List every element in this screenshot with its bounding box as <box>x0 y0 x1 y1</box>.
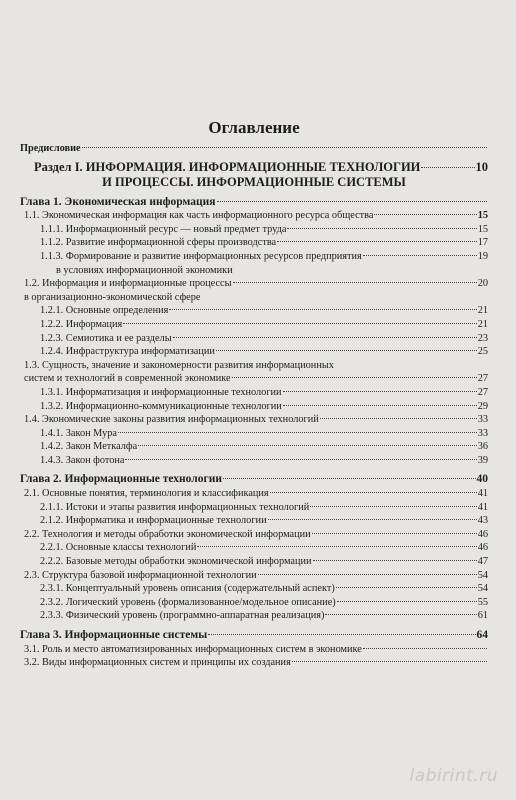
toc-entry: 1.2. Информация и информационные процессы 20 <box>24 278 488 290</box>
toc-entry: 1.2.1. Основные определения 21 <box>40 305 488 317</box>
toc-entry: 1.2.2. Информация 21 <box>40 318 488 330</box>
toc-chapter-3: Глава 3. Информационные системы 64 <box>20 629 488 641</box>
toc-part-1-cont: И ПРОЦЕССЫ. ИНФОРМАЦИОННЫЕ СИСТЕМЫ <box>102 174 406 189</box>
toc-part-1: Раздел I. ИНФОРМАЦИЯ. ИНФОРМАЦИОННЫЕ ТЕХНОЛОГИИ 10 <box>34 159 488 174</box>
toc-entry: 1.1.2. Развитие информационной сферы производства 17 <box>40 237 488 249</box>
toc-entry: 1.1.3. Формирование и развитие информационных ресурсов предприятия 19 <box>40 250 488 262</box>
toc-entry: 1.1.1. Информационный ресурс — новый предмет труда 15 <box>40 223 488 235</box>
toc-entry: 1.3.1. Информатизация и информационные технологии 27 <box>40 386 488 398</box>
toc-chapter-1: Глава 1. Экономическая информация <box>20 196 488 210</box>
toc-entry: 1.1. Экономическая информация как часть информационного ресурса общества 15 <box>24 210 488 222</box>
toc-entry: 1.2.3. Семиотика и ее разделы 23 <box>40 332 488 344</box>
toc-entry: 1.4. Экономические законы развития информационных технологий 33 <box>24 414 488 426</box>
toc-entry: 1.2.4. Инфраструктура информатизации 25 <box>40 346 488 358</box>
toc-preface: Предисловие <box>20 142 488 156</box>
toc-entry: 1.4.1. Закон Мура 33 <box>40 427 488 439</box>
toc-entry: 1.3. Сущность, значение и закономерности развития информационных <box>24 359 334 371</box>
toc-entry: 2.3.2. Логический уровень (формализованное/модельное описание) 55 <box>40 596 488 608</box>
toc-entry: 2.3.3. Физический уровень (программно-аппаратная реализация) 61 <box>40 610 488 622</box>
toc-entry: 2.2.2. Базовые методы обработки экономической информации 47 <box>40 556 488 568</box>
toc-title: Оглавление <box>208 118 300 137</box>
toc-entry: 2.2. Технология и методы обработки экономической информации 46 <box>24 528 488 540</box>
toc-entry-cont: в условиях информационной экономики <box>56 264 233 276</box>
toc-entry: 2.1.1. Истоки и этапы развития информационных технологий 41 <box>40 501 488 513</box>
toc-entry-cont: в организационно-экономической сфере <box>24 291 201 303</box>
toc-entry: 2.1. Основные понятия, терминология и классификация 41 <box>24 488 488 500</box>
toc-entry: 2.1.2. Информатика и информационные технологии 43 <box>40 515 488 527</box>
toc-entry-cont: систем и технологий в современной экономике 27 <box>24 373 488 385</box>
watermark: labirint.ru <box>409 766 498 786</box>
toc-entry: 2.3.1. Концептуальный уровень описания (содержательный аспект) 54 <box>40 583 488 595</box>
toc-chapter-2: Глава 2. Информационные технологии 40 <box>20 473 488 486</box>
toc-entry: 2.3. Структура базовой информационной технологии 54 <box>24 569 488 581</box>
toc-entry: 3.1. Роль и место автоматизированных информационных систем в экономике <box>20 643 488 657</box>
toc-entry: 1.4.2. Закон Меткалфа 36 <box>40 441 488 453</box>
toc-entry: 2.2.1. Основные классы технологий 46 <box>40 542 488 554</box>
toc-entry: 3.2. Виды информационных систем и принципы их создания <box>20 656 488 670</box>
toc-entry: 1.4.3. Закон фотона 39 <box>40 454 488 466</box>
toc-entry: 1.3.2. Информационно-коммуникационные технологии 29 <box>40 400 488 412</box>
